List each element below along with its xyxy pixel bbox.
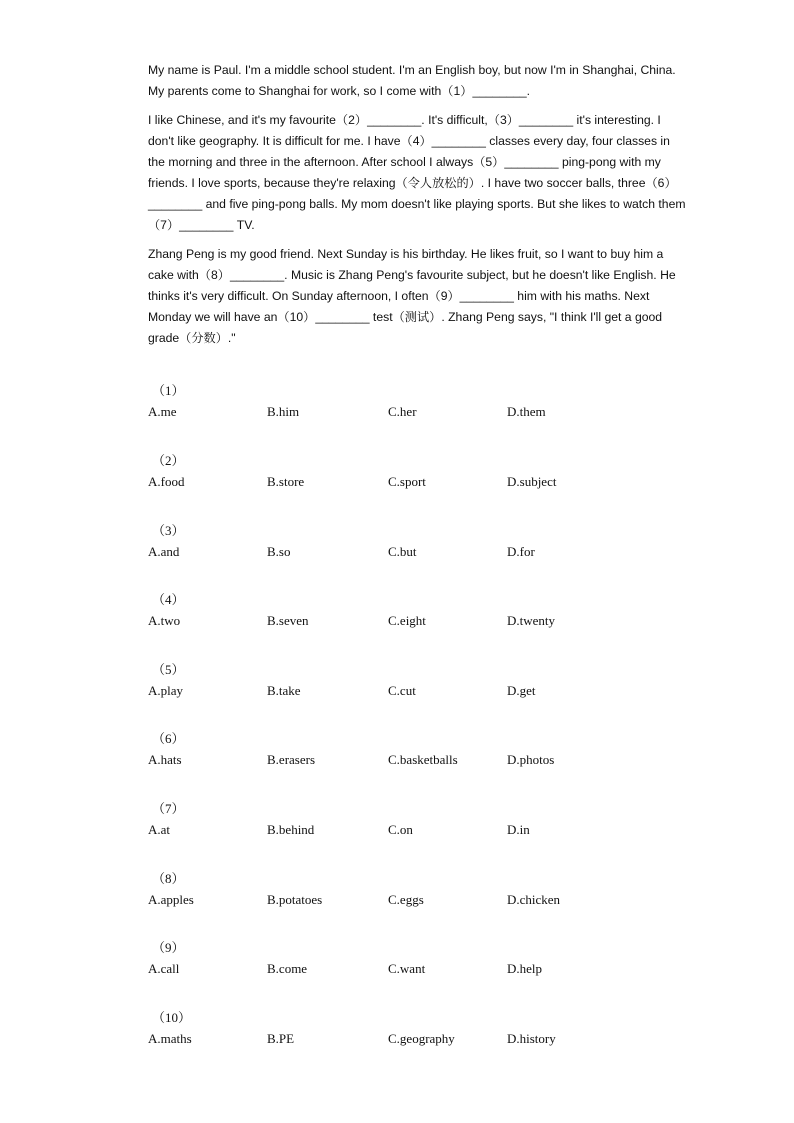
option-b: B.him <box>267 404 300 419</box>
passage-paragraph: I like Chinese, and it's my favourite（2）________. It's difficult,（3）________ it's interesting. I don't like geography. It is difficult for me. I have（4）________ classes every day, four classes in the morning and three in the afternoon. After school I always（5）________ ping-pong with my friends. I love sports, because they're relaxing（令人放松的）. I have two soccer balls, three（6）________ and five ping-pong balls. My mom doesn't like playing sports. But she likes to watch them（7）________ TV. <box>148 113 686 232</box>
option-b: B.PE <box>267 1031 295 1046</box>
option-b: B.behind <box>267 822 315 837</box>
option-c: C.basketballs <box>388 752 458 767</box>
passage-paragraph: Zhang Peng is my good friend. Next Sunday is his birthday. He likes fruit, so I want to buy him a cake with（8）________. Music is Zhang Peng's favourite subject, but he doesn't like English. He thinks it's very difficult. On Sunday afternoon, I often（9）________ him with his maths. Next Monday we will have an（10）________ test（测试）. Zhang Peng says, "I think I'll get a good grade（分数）." <box>148 247 676 345</box>
option-d: D.help <box>507 961 543 976</box>
option-a: A.two <box>148 613 181 628</box>
option-d: D.chicken <box>507 892 561 907</box>
option-d: D.twenty <box>507 613 556 628</box>
option-c: C.her <box>388 404 417 419</box>
reading-passage <box>148 60 688 357</box>
option-a: A.play <box>148 683 184 698</box>
option-d: D.history <box>507 1031 556 1046</box>
option-c: C.geography <box>388 1031 455 1046</box>
option-c: C.eight <box>388 613 426 628</box>
option-a: A.and <box>148 544 180 559</box>
option-c: C.want <box>388 961 426 976</box>
option-b: B.potatoes <box>267 892 323 907</box>
option-c: C.sport <box>388 474 426 489</box>
option-a: A.maths <box>148 1031 192 1046</box>
question-number: （2） <box>152 453 185 468</box>
option-a: A.me <box>148 404 177 419</box>
option-b: B.come <box>267 961 308 976</box>
question-number: （3） <box>152 523 185 538</box>
option-c: C.eggs <box>388 892 424 907</box>
option-d: D.photos <box>507 752 555 767</box>
option-a: A.food <box>148 474 185 489</box>
question-number: （4） <box>152 592 185 607</box>
option-b: B.store <box>267 474 305 489</box>
option-a: A.call <box>148 961 180 976</box>
question-number: （6） <box>152 731 185 746</box>
option-b: B.so <box>267 544 291 559</box>
option-d: D.get <box>507 683 536 698</box>
option-b: B.take <box>267 683 301 698</box>
question-number: （8） <box>152 871 185 886</box>
option-b: B.seven <box>267 613 309 628</box>
option-d: D.for <box>507 544 535 559</box>
option-a: A.apples <box>148 892 194 907</box>
option-a: A.at <box>148 822 171 837</box>
option-d: D.in <box>507 822 530 837</box>
question-number: （9） <box>152 940 185 955</box>
option-a: A.hats <box>148 752 182 767</box>
option-d: D.them <box>507 404 546 419</box>
question-number: （1） <box>152 383 185 398</box>
option-c: C.cut <box>388 683 416 698</box>
option-b: B.erasers <box>267 752 316 767</box>
option-c: C.on <box>388 822 413 837</box>
option-d: D.subject <box>507 474 557 489</box>
question-number: （5） <box>152 662 185 677</box>
passage-paragraph: My name is Paul. I'm a middle school student. I'm an English boy, but now I'm in Shanghai, China. My parents come to Shanghai for work, so I come with（1）________. <box>148 63 676 98</box>
question-number: （10） <box>152 1010 192 1025</box>
option-c: C.but <box>388 544 417 559</box>
question-number: （7） <box>152 801 185 816</box>
